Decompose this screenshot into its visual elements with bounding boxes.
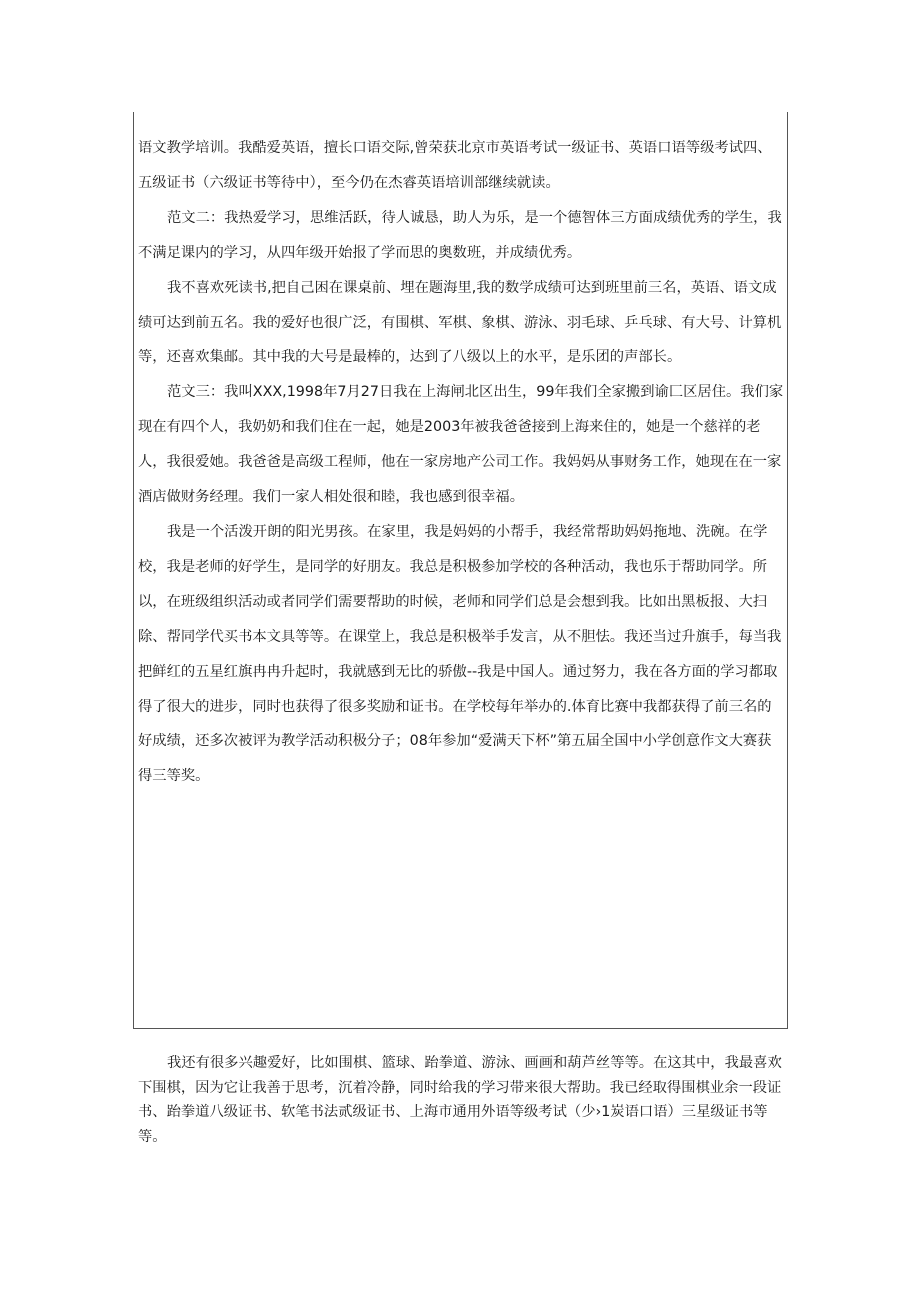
paragraph-sunny-boy: 我是一个活泼开朗的阳光男孩。在家里，我是妈妈的小帮手，我经常帮助妈妈拖地、洗碗。在学校，我是老师的好学生，是同学的好朋友。我总是积极参加学校的各种活动，我也乐于帮助同学。所以，在班级组织活动或者同学们需要帮助的时候，老师和同学们总是会想到我。比如出黑板报、大扫除、帮同学代买书本文具等等。在课堂上，我总是积极举手发言，从不胆怯。我还当过升旗手，每当我把鲜红的五星红旗冉冉升起时，我就感到无比的骄傲--我是中国人。通过努力，我在各方面的学习都取得了很大的进步，同时也获得了很多奖励和证书。在学校每年举办的.体育比赛中我都获得了前三名的好成绩，还多次被评为教学活动积极分子；08年参加“爱满天下杯”第五届全国中小学创意作文大赛获得三等奖。 — [138, 523, 782, 785]
outer-text-block — [138, 1051, 784, 1149]
paragraph-hobbies: 我不喜欢死读书,把自己困在课桌前、埋在题海里,我的数学成绩可达到班里前三名，英语、语文成绩可达到前五名。我的爱好也很广泛，有围棋、军棋、象棋、游泳、羽毛球、乒乓球、有大号、计算机等，还喜欢集邮。其中我的大号是最棒的，达到了八级以上的水平，是乐团的声部长。 — [138, 279, 782, 366]
paragraph-sample-three: 范文三：我叫XXX,1998年7月27日我在上海闸北区出生，99年我们全家搬到谕匚区居住。我们家现在有四个人，我奶奶和我们住在一起，她是2003年被我爸爸接到上海来住的，她是一个慈祥的老人，我很爱她。我爸爸是高级工程师，他在一家房地产公司工作。我妈妈从事财务工作，她现在在一家酒店做财务经理。我们一家人相处很和睦，我也感到很幸福。 — [138, 384, 784, 506]
paragraph-interests: 我还有很多兴趣爱好，比如围棋、篮球、跆拳道、游泳、画画和葫芦丝等等。在这其中，我最喜欢下围棋，因为它让我善于思考，沉着冷静，同时给我的学习带来很大帮助。我已经取得围棋业余一段证书、跆拳道八级证书、软笔书法贰级证书、上海市通用外语等级考试（少›1炭语口语）三星级证书等等。 — [138, 1055, 782, 1145]
boxed-text-block — [138, 131, 784, 794]
paragraph-continuation: 语文教学培训。我酷爱英语，擅长口语交际,曾荣获北京市英语考试一级证书、英语口语等级考试四、五级证书（六级证书等待中），至今仍在杰睿英语培训部继续就读。 — [138, 140, 772, 191]
paragraph-sample-two: 范文二：我热爱学习，思维活跃，待人诚恳，助人为乐，是一个德智体三方面成绩优秀的学生，我不满足课内的学习，从四年级开始报了学而思的奥数班，并成绩优秀。 — [138, 209, 782, 261]
